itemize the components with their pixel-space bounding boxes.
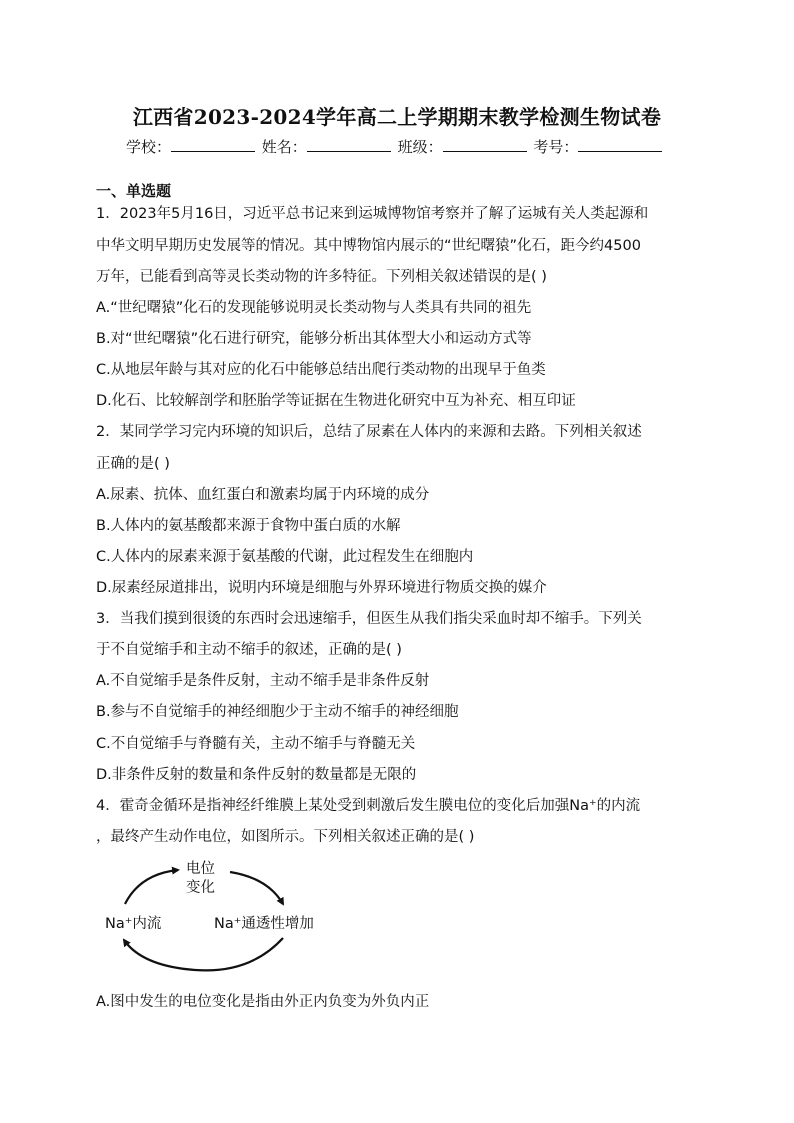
option-line: D.化石、比较解剖学和胚胎学等证据在生物进化研究中互为补充、相互印证	[96, 393, 576, 409]
option-line: A.不自觉缩手是条件反射，主动不缩手是非条件反射	[96, 673, 430, 689]
na-influx-label: Na⁺内流	[105, 916, 162, 932]
option-line: C.从地层年龄与其对应的化石中能够总结出爬行类动物的出现早于鱼类	[96, 362, 546, 378]
section-title: 一、单选题	[96, 182, 172, 200]
question-line: 3．当我们摸到很烫的东西时会迅速缩手，但医生从我们指尖采血时却不缩手。下列关	[96, 611, 642, 627]
question-line: ，最终产生动作电位，如图所示。下列相关叙述正确的是( )	[96, 829, 475, 845]
student-info-line	[126, 136, 664, 157]
question-line: 于不自觉缩手和主动不缩手的叙述，正确的是( )	[96, 642, 402, 658]
option-line: A.尿素、抗体、血红蛋白和激素均属于内环境的成分	[96, 487, 430, 503]
option-line: B.对“世纪曙猿”化石进行研究，能够分析出其体型大小和运动方式等	[96, 331, 532, 347]
question-line: 万年，已能看到高等灵长类动物的许多特征。下列相关叙述错误的是( )	[96, 269, 547, 285]
question-line: 2．某同学学习完内环境的知识后，总结了尿素在人体内的来源和去路。下列相关叙述	[96, 424, 642, 440]
exam-number-label: 考号：	[533, 138, 579, 156]
hodgkin-cycle-diagram	[100, 852, 340, 982]
option-line: C.不自觉缩手与脊髓有关，主动不缩手与脊髓无关	[96, 736, 416, 752]
arrow-bottom	[124, 938, 283, 970]
option-line: B.人体内的氨基酸都来源于食物中蛋白质的水解	[96, 518, 401, 534]
question-line: 4．霍奇金循环是指神经纤维膜上某处受到刺激后发生膜电位的变化后加强Na⁺的内流	[96, 798, 641, 814]
question-line: 中华文明早期历史发展等的情况。其中博物馆内展示的“世纪曙猿”化石，距今约4500	[96, 238, 641, 254]
exam-number-blank[interactable]	[578, 137, 662, 152]
name-blank[interactable]	[307, 137, 391, 152]
class-label: 班级：	[397, 138, 443, 156]
name-label: 姓名：	[261, 138, 307, 156]
na-permeability-label: Na⁺通透性增加	[214, 916, 314, 932]
school-blank[interactable]	[171, 137, 255, 152]
option-line: A.图中发生的电位变化是指由外正内负变为外负内正	[96, 994, 430, 1010]
school-label: 学校：	[126, 138, 172, 156]
arrow-top-left	[125, 870, 178, 904]
option-line: D.尿素经尿道排出，说明内环境是细胞与外界环境进行物质交换的媒介	[96, 580, 547, 596]
option-line: A.“世纪曙猿”化石的发现能够说明灵长类动物与人类具有共同的祖先	[96, 300, 532, 316]
class-blank[interactable]	[443, 137, 527, 152]
question-line: 1．2023年5月16日，习近平总书记来到运城博物馆考察并了解了运城有关人类起源和	[96, 206, 649, 222]
page-title: 江西省2023-2024学年高二上学期期末教学检测生物试卷	[132, 105, 662, 129]
potential-change-label-1: 电位	[186, 861, 215, 877]
option-line: B.参与不自觉缩手的神经细胞少于主动不缩手的神经细胞	[96, 704, 459, 720]
option-line: D.非条件反射的数量和条件反射的数量都是无限的	[96, 767, 417, 783]
question-line: 正确的是( )	[96, 456, 170, 472]
option-line: C.人体内的尿素来源于氨基酸的代谢，此过程发生在细胞内	[96, 549, 474, 565]
arrow-top-right	[230, 872, 283, 904]
potential-change-label-2: 变化	[186, 880, 215, 896]
